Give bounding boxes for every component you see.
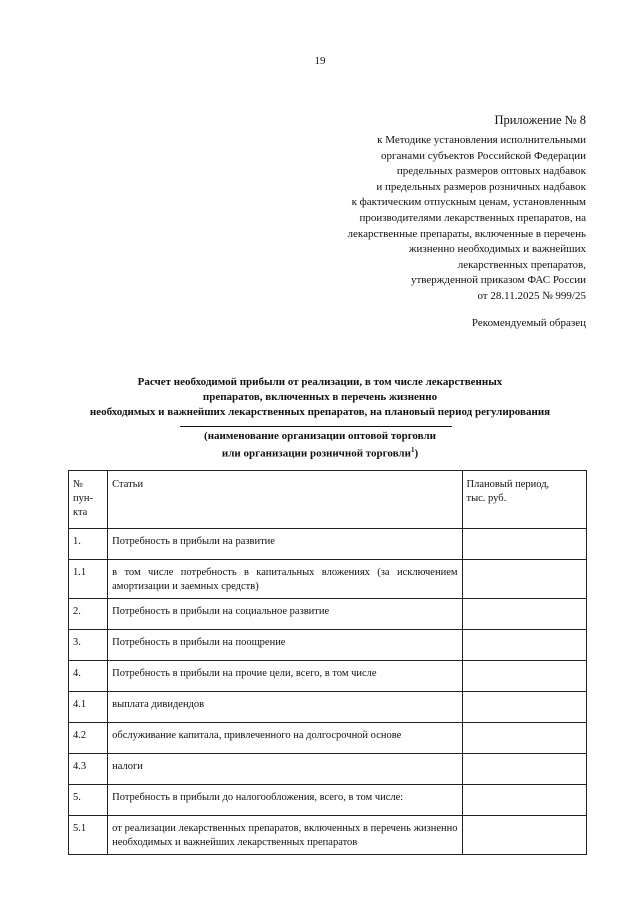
row-article: налоги (108, 754, 462, 785)
row-value-cell[interactable] (462, 529, 587, 560)
row-number: 5.1 (69, 816, 108, 855)
header-articles: Статьи (108, 471, 462, 529)
table-row (69, 599, 587, 630)
annex-line: производителями лекарственных препаратов, на (359, 211, 586, 224)
row-value-cell[interactable] (462, 692, 587, 723)
row-article: Потребность в прибыли до налогообложения, всего, в том числе: (108, 785, 462, 816)
org-name-text: или организации розничной торговли (221, 447, 411, 460)
header-planned-period (462, 471, 587, 529)
row-number: 4.3 (69, 754, 108, 785)
row-article: в том числе потребность в капитальных вложениях (за исключением амортизации и заемных средств) (108, 560, 462, 599)
row-number: 4.1 (69, 692, 108, 723)
annex-line: лекарственные препараты, включенные в перечень (347, 227, 586, 240)
row-article: выплата дивидендов (108, 692, 462, 723)
annex-line: к фактическим отпускным ценам, установленным (351, 196, 586, 209)
annex-line: утвержденной приказом ФАС России (410, 274, 586, 287)
org-name-close: ) (414, 447, 419, 460)
row-article: от реализации лекарственных препаратов, включенных в перечень жизненно необходимых и важнейших лекарственных препаратов (108, 816, 462, 855)
annex-line: к Методике установления исполнительными (377, 134, 586, 146)
page-number: 19 (314, 55, 326, 67)
header-value-line: Плановый период, (466, 479, 550, 490)
document-title (60, 375, 580, 420)
row-number: 5. (69, 785, 108, 816)
row-number: 4.2 (69, 723, 108, 754)
header-num-line: кта (73, 507, 88, 518)
footnote-marker: 1 (410, 446, 415, 454)
row-number: 3. (69, 630, 108, 661)
header-value-line: тыс. руб. (466, 493, 507, 504)
title-line: необходимых и важнейших лекарственных препаратов, на плановый период регулирования (89, 406, 551, 418)
table-row (69, 723, 587, 754)
recommended-sample-label: Рекомендуемый образец (471, 317, 586, 329)
annex-reference (266, 133, 586, 305)
header-num-line: № (73, 479, 84, 490)
row-value-cell[interactable] (462, 785, 587, 816)
annex-line: органами субъектов Российской Федерации (381, 149, 586, 162)
row-article: Потребность в прибыли на социальное развитие (108, 599, 462, 630)
table-header-row (69, 471, 587, 529)
row-article: Потребность в прибыли на развитие (108, 529, 462, 560)
table-row (69, 816, 587, 855)
row-value-cell[interactable] (462, 599, 587, 630)
row-value-cell[interactable] (462, 560, 587, 599)
appendix-title: Приложение № 8 (494, 113, 586, 127)
annex-line: от 28.11.2025 № 999/25 (477, 289, 586, 302)
table-row (69, 692, 587, 723)
row-article: Потребность в прибыли на поощрение (108, 630, 462, 661)
annex-line: и предельных размеров розничных надбавок (376, 180, 586, 193)
row-number: 2. (69, 599, 108, 630)
org-name-line: (наименование организации оптовой торговли (204, 430, 436, 442)
org-name-fill-line (180, 426, 452, 427)
row-value-cell[interactable] (462, 723, 587, 754)
table-row (69, 560, 587, 599)
annex-line: лекарственных препаратов, (457, 258, 586, 271)
row-value-cell[interactable] (462, 754, 587, 785)
header-item-number (69, 471, 108, 529)
table-row (69, 529, 587, 560)
table-row (69, 661, 587, 692)
table-row (69, 754, 587, 785)
profit-calculation-table (68, 470, 587, 855)
title-line: Расчет необходимой прибыли от реализации, в том числе лекарственных (137, 376, 503, 388)
org-name-caption (60, 429, 580, 461)
annex-line: предельных размеров оптовых надбавок (396, 165, 586, 178)
org-name-line (60, 443, 580, 461)
table-row (69, 785, 587, 816)
header-num-line: пун- (73, 493, 93, 504)
title-line: препаратов, включенных в перечень жизненно (202, 391, 438, 403)
row-value-cell[interactable] (462, 661, 587, 692)
row-value-cell[interactable] (462, 816, 587, 855)
row-number: 1.1 (69, 560, 108, 599)
row-value-cell[interactable] (462, 630, 587, 661)
annex-line: жизненно необходимых и важнейших (408, 243, 586, 256)
table-row (69, 630, 587, 661)
row-article: обслуживание капитала, привлеченного на долгосрочной основе (108, 723, 462, 754)
row-number: 4. (69, 661, 108, 692)
row-number: 1. (69, 529, 108, 560)
row-article: Потребность в прибыли на прочие цели, всего, в том числе (108, 661, 462, 692)
